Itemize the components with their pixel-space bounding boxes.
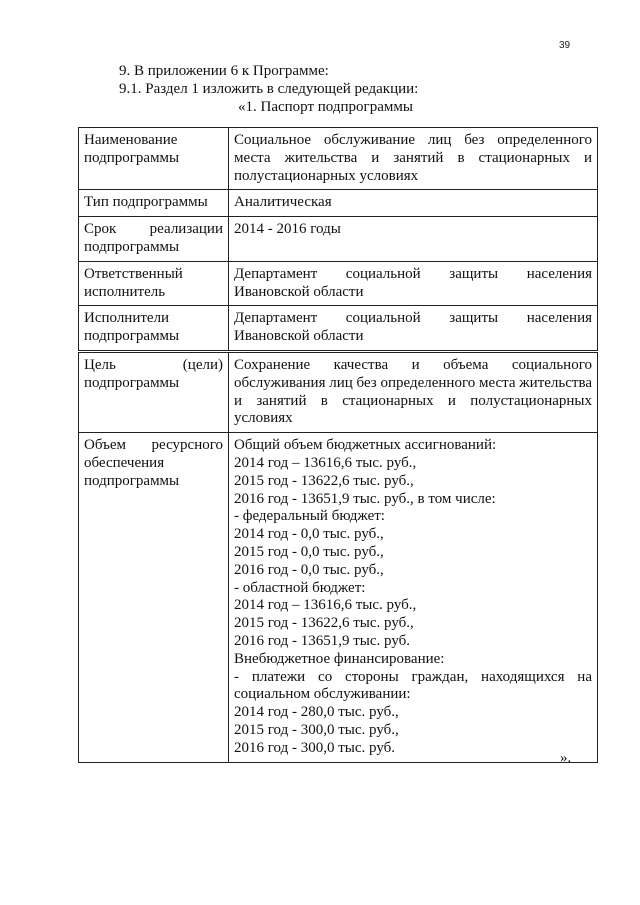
- row-value-cell: [229, 217, 598, 262]
- row-label-cell: [79, 433, 229, 762]
- row-label: Ответственный исполнитель: [84, 265, 183, 300]
- row-value-cell: [229, 306, 598, 352]
- row-label-cell: [79, 351, 229, 432]
- funding-line: Общий объем бюджетных ассигнований:: [234, 437, 497, 454]
- funding-line: 2015 год - 0,0 тыс. руб.,: [234, 543, 384, 560]
- funding-line: - федеральный бюджет:: [234, 508, 385, 525]
- funding-line: 2016 год - 13651,9 тыс. руб.: [234, 632, 411, 649]
- funding-line: - областной бюджет:: [234, 579, 366, 596]
- row-label-cell: [79, 128, 229, 190]
- row-value: 2014 - 2016 годы: [234, 221, 341, 238]
- row-label: Наименование подпрограммы: [84, 132, 180, 166]
- table-row-responsible: [79, 261, 598, 306]
- table-row-executors: [79, 306, 598, 352]
- row-label: Объем ресурсного обеспечения подпрограммы: [84, 437, 223, 489]
- row-label-cell: [79, 306, 229, 352]
- row-value: Департамент социальной защиты населения Ивановской области: [234, 265, 592, 300]
- funding-line: 2016 год - 0,0 тыс. руб.,: [234, 561, 384, 578]
- funding-line: 2014 год – 13616,6 тыс. руб.,: [234, 454, 417, 471]
- funding-line: Внебюджетное финансирование:: [234, 650, 445, 667]
- funding-line: 2015 год - 13622,6 тыс. руб.,: [234, 615, 414, 632]
- funding-line: 2015 год - 13622,6 тыс. руб.,: [234, 472, 414, 489]
- amendment-item-9-1: 9.1. Раздел 1 изложить в следующей редакции:: [119, 81, 419, 97]
- row-label: Тип подпрограммы: [84, 194, 208, 211]
- funding-line: 2014 год - 280,0 тыс. руб.,: [234, 704, 399, 721]
- funding-line: 2016 год - 13651,9 тыс. руб., в том числе:: [234, 490, 496, 507]
- row-label-cell: [79, 217, 229, 262]
- amendment-item-9: 9. В приложении 6 к Программе:: [119, 63, 329, 79]
- table-row-goal: [79, 351, 598, 432]
- closing-quote: ».: [560, 750, 572, 766]
- row-label-cell: [79, 261, 229, 306]
- funding-line: 2016 год - 300,0 тыс. руб.: [234, 739, 396, 756]
- row-label: Цель (цели) подпрограммы: [84, 356, 223, 391]
- row-value-cell: [229, 190, 598, 217]
- page-number: 39: [559, 40, 571, 51]
- row-value: Сохранение качества и объема социального обслуживания лиц без определенного места жительства и занятий в стационарных и полустационарных условиях: [234, 356, 592, 427]
- row-value-cell: [229, 128, 598, 190]
- row-label: Срок реализации подпрограммы: [84, 221, 223, 255]
- table-row-type: [79, 190, 598, 217]
- section-heading: «1. Паспорт подпрограммы: [238, 99, 413, 115]
- row-value-cell: [229, 261, 598, 306]
- row-value-cell: [229, 351, 598, 432]
- row-value: Социальное обслуживание лиц без определенного места жительства и занятий в стационарных и полустационарных условиях: [234, 132, 592, 184]
- row-value-cell: [229, 433, 598, 762]
- funding-line: 2015 год - 300,0 тыс. руб.,: [234, 721, 399, 738]
- row-value: Департамент социальной защиты населения Ивановской области: [234, 310, 592, 345]
- subprogram-passport-table: [78, 127, 598, 763]
- table-row-term: [79, 217, 598, 262]
- row-value: Аналитическая: [234, 194, 332, 211]
- table-row-name: [79, 128, 598, 190]
- funding-line: 2014 год - 0,0 тыс. руб.,: [234, 526, 384, 543]
- table-row-funding: [79, 433, 598, 762]
- row-label-cell: [79, 190, 229, 217]
- row-label: Исполнители подпрограммы: [84, 310, 180, 345]
- funding-line: - платежи со стороны граждан, находящихся на социальном обслуживании:: [234, 668, 592, 703]
- funding-line: 2014 год – 13616,6 тыс. руб.,: [234, 597, 417, 614]
